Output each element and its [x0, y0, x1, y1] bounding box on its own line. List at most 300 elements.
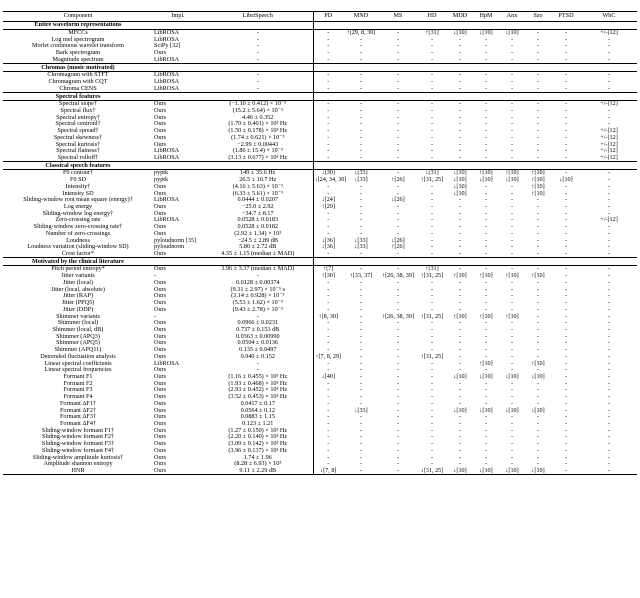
cell-pd: -	[313, 231, 343, 238]
table-row	[3, 231, 637, 238]
cell-mnd: -	[343, 468, 379, 475]
cell-component: Jitter variants	[61, 272, 95, 280]
cell-ptsd: -	[564, 49, 568, 57]
cell-hpm: -	[484, 379, 488, 387]
cell-impl: pyptk	[154, 169, 169, 177]
cell-ms: -	[396, 453, 400, 461]
cell-librispeech: (1.50 ± 0.178) × 10³ Hz	[228, 127, 288, 135]
cell-hd: -	[430, 285, 434, 293]
cell-mnd: -	[359, 229, 363, 237]
cell-mnd: -	[359, 113, 363, 121]
cell-hd: -	[430, 216, 434, 224]
cell-librispeech: −34.7 ± 8.17	[241, 209, 274, 217]
cell-hd: ↑[31, 25]	[420, 272, 444, 280]
cell-pd: ↓[36]	[313, 237, 343, 244]
cell-pd: ↑[7]	[313, 266, 343, 273]
cell-mnd: -	[359, 84, 363, 92]
cell-pd: -	[313, 461, 343, 468]
cell-szo: -	[536, 100, 540, 108]
cell-hd: -	[430, 229, 434, 237]
cell-mnd: -	[359, 285, 363, 293]
cell-mnd: -	[359, 265, 363, 273]
cell-ms: -	[396, 140, 400, 148]
cell-ms: -	[396, 229, 400, 237]
section-title: Spectral features	[3, 93, 153, 101]
cell-pd: ↓[30]	[313, 170, 343, 177]
cell-ptsd: -	[564, 55, 568, 63]
cell-mdd: -	[458, 386, 462, 394]
cell-component: Intensity SD	[62, 189, 94, 197]
cell-anx: -	[510, 189, 514, 197]
cell-anx: -	[510, 216, 514, 224]
cell-librispeech: (1.86 ± 15.4) × 10⁻³	[232, 147, 283, 155]
cell-mdd: -	[458, 446, 462, 454]
cell-szo: ↑[10]	[531, 272, 545, 280]
cell-ptsd: -	[564, 325, 568, 333]
cell-szo: -	[536, 299, 540, 307]
cell-ptsd: -	[564, 406, 568, 414]
cell-impl: Ours	[154, 325, 167, 333]
cell-pd: -	[313, 380, 343, 387]
cell-whc: -	[607, 71, 611, 79]
cell-hd: -	[430, 243, 434, 251]
cell-mnd: -	[359, 35, 363, 43]
cell-impl: Ours	[154, 140, 167, 148]
cell-hd: -	[430, 372, 434, 380]
cell-hpm: -	[484, 386, 488, 394]
cell-anx: -	[510, 413, 514, 421]
cell-mdd: -	[458, 339, 462, 347]
cell-mnd: -	[359, 399, 363, 407]
cell-ms: -	[396, 113, 400, 121]
cell-librispeech: 4.46 ± 0.352	[242, 113, 274, 121]
cell-component: Shimmer (APQ3)	[56, 332, 100, 340]
cell-anx: -	[510, 393, 514, 401]
cell-hpm: -	[484, 182, 488, 190]
cell-mdd: -	[458, 147, 462, 155]
cell-mnd: ↓[33]	[354, 406, 368, 414]
cell-mdd: ↓[10]	[453, 372, 467, 380]
cell-mnd: -	[359, 71, 363, 79]
cell-ptsd: -	[564, 147, 568, 155]
cell-hd: -	[430, 127, 434, 135]
cell-impl: LibROSA	[154, 71, 180, 79]
cell-component: Formant F4	[63, 393, 93, 401]
cell-anx: -	[510, 203, 514, 210]
cell-pd: -	[313, 387, 343, 394]
cell-hd: -	[430, 78, 434, 86]
cell-librispeech: (1.74 ± 0.621) × 10⁻³	[231, 133, 285, 141]
cell-anx: -	[510, 420, 514, 427]
cell-hpm: -	[484, 453, 488, 461]
cell-component: Shimmer (APQ5)	[56, 339, 100, 347]
cell-hpm: -	[484, 346, 488, 354]
cell-whc: -	[581, 468, 637, 475]
cell-component: Crest factor*	[61, 250, 95, 258]
cell-impl: Ours	[154, 453, 167, 461]
cell-szo: -	[536, 399, 540, 407]
cell-librispeech: -	[256, 359, 259, 367]
cell-librispeech: 0.0444 ± 0.0207	[237, 196, 279, 204]
cell-hd: ↑[31]	[425, 265, 439, 273]
cell-hd: -	[430, 399, 434, 407]
cell-ms: -	[396, 182, 400, 190]
cell-ptsd: -	[564, 189, 568, 197]
cell-szo: ↑[10]	[531, 176, 545, 184]
cell-mdd: -	[458, 399, 462, 407]
cell-impl: Ours	[154, 120, 167, 128]
cell-szo: -	[536, 113, 540, 121]
cell-whc: +/-[12]	[600, 127, 618, 135]
table-row	[3, 197, 637, 204]
cell-librispeech: (8.28 ± 6.93) × 10³	[234, 460, 282, 468]
cell-hpm: -	[484, 236, 488, 244]
cell-szo: -	[536, 78, 540, 86]
cell-hpm: -	[484, 203, 488, 210]
cell-librispeech: (3.52 ± 0.453) × 10³ Hz	[228, 393, 288, 401]
cell-component: Spectral centroid†	[55, 120, 101, 128]
cell-hd: -	[430, 42, 434, 50]
cell-szo: -	[536, 319, 540, 327]
col-header-anx: Anx	[499, 12, 525, 22]
cell-ms: -	[396, 250, 400, 258]
cell-whc: -	[607, 106, 611, 114]
cell-ptsd: -	[564, 453, 568, 461]
cell-ms: -	[396, 71, 400, 79]
cell-hd: -	[430, 339, 434, 347]
cell-whc: -	[607, 453, 611, 461]
cell-ptsd: -	[564, 127, 568, 135]
section-row	[3, 93, 637, 101]
table-row	[3, 394, 637, 401]
cell-whc: -	[607, 243, 611, 251]
cell-component: Log mel spectrogram	[51, 35, 105, 43]
cell-impl: LibROSA	[154, 29, 180, 37]
cell-hpm: -	[484, 71, 488, 79]
cell-component: Sliding-window root mean square (energy)†	[23, 196, 133, 204]
cell-hd: -	[430, 236, 434, 244]
cell-ms: -	[396, 366, 400, 374]
table-row	[3, 468, 637, 475]
cell-librispeech: 0.0528 ± 0.0183	[237, 216, 279, 224]
cell-mdd: -	[458, 426, 462, 434]
cell-mdd: -	[458, 460, 462, 468]
cell-mdd: -	[458, 346, 462, 354]
cell-impl: pyptk	[154, 176, 169, 184]
cell-szo: -	[536, 153, 540, 161]
cell-hpm: -	[484, 305, 488, 313]
cell-ms: -	[396, 352, 400, 360]
cell-impl: Ours	[154, 372, 167, 380]
cell-component: Morlet continuous wavelet transform	[32, 42, 124, 50]
cell-ptsd: -	[564, 133, 568, 141]
cell-hd: -	[430, 153, 434, 161]
cell-anx: -	[510, 250, 514, 258]
cell-hd: -	[430, 366, 434, 374]
cell-librispeech: -	[256, 35, 259, 43]
cell-pd: -	[313, 280, 343, 287]
cell-whc: -	[607, 339, 611, 347]
cell-mdd: -	[458, 413, 462, 421]
cell-whc: -	[607, 203, 611, 210]
cell-impl: Ours	[154, 460, 167, 468]
cell-whc: -	[607, 55, 611, 63]
cell-mnd: -	[359, 325, 363, 333]
cell-pd: -	[313, 108, 343, 115]
cell-hd: -	[430, 100, 434, 108]
cell-whc: -	[607, 352, 611, 360]
cell-mnd: -	[359, 106, 363, 114]
cell-hd: -	[430, 250, 434, 258]
cell-anx: -	[510, 359, 514, 367]
cell-mnd: -	[359, 312, 363, 320]
cell-component: Shimmer variants	[56, 312, 100, 320]
cell-hpm: -	[484, 299, 488, 307]
cell-anx: ↓[10]	[505, 176, 519, 184]
cell-hpm: -	[484, 243, 488, 251]
cell-anx: -	[510, 236, 514, 244]
cell-impl: LibROSA	[154, 153, 180, 161]
cell-mnd: -	[359, 203, 363, 210]
cell-mnd: -	[359, 100, 363, 108]
cell-hpm: -	[484, 42, 488, 50]
cell-librispeech: (9.43 ± 2.78) × 10⁻³	[232, 305, 283, 313]
col-header-ms: MS	[379, 12, 417, 22]
cell-component: Chroma CENS	[59, 84, 97, 92]
cell-hd: -	[430, 55, 434, 63]
cell-impl: pyloudnorm [35]	[154, 236, 197, 244]
cell-librispeech: (1.93 ± 0.468) × 10³ Hz	[228, 379, 288, 387]
cell-ms: -	[396, 386, 400, 394]
cell-ms: ↑[26]	[391, 243, 405, 251]
cell-ms: -	[396, 446, 400, 454]
cell-librispeech: 0.123 ± 1.21	[242, 420, 274, 427]
cell-szo: -	[536, 49, 540, 57]
cell-impl: Ours	[154, 113, 167, 121]
cell-mnd: -	[359, 352, 363, 360]
cell-ptsd: -	[564, 29, 568, 37]
section-row	[3, 22, 637, 30]
cell-ptsd: -	[564, 100, 568, 108]
cell-component: Spectral slope†	[59, 100, 97, 108]
cell-hpm: -	[484, 413, 488, 421]
cell-mdd: -	[458, 71, 462, 79]
section-title: Motivated by the clinical literature	[3, 258, 153, 266]
cell-ms: -	[396, 189, 400, 197]
cell-ptsd: -	[564, 379, 568, 387]
cell-anx: -	[510, 209, 514, 217]
cell-whc: -	[607, 305, 611, 313]
table-row	[3, 100, 637, 107]
cell-pd: -	[313, 100, 343, 107]
cell-mdd: -	[458, 236, 462, 244]
cell-mdd: -	[458, 55, 462, 63]
cell-hd: -	[430, 196, 434, 204]
cell-impl: Ours	[154, 426, 167, 434]
cell-pd: -	[313, 85, 343, 92]
cell-librispeech: 0.135 ± 0.0497	[239, 346, 277, 354]
cell-mdd: -	[458, 106, 462, 114]
cell-anx: -	[510, 319, 514, 327]
cell-ptsd: -	[564, 426, 568, 434]
cell-mnd: -	[359, 55, 363, 63]
cell-mnd: ↓[33]	[354, 176, 368, 184]
cell-pd: -	[313, 72, 343, 79]
cell-szo: -	[536, 278, 540, 286]
cell-mnd: -	[359, 319, 363, 327]
cell-mdd: -	[458, 140, 462, 148]
section-title: Entire waveform representations	[3, 22, 153, 30]
cell-ptsd: -	[564, 399, 568, 407]
cell-hpm: -	[484, 399, 488, 407]
cell-ptsd: -	[564, 265, 568, 273]
table-row	[3, 414, 637, 421]
cell-whc: -	[607, 393, 611, 401]
cell-librispeech: 0.0128 ± 0.00374	[235, 278, 280, 286]
cell-whc: -	[607, 84, 611, 92]
cell-ms: -	[396, 292, 400, 300]
cell-component: Jitter (RAP)	[62, 292, 94, 300]
cell-pd: ↑[7, 8, 29]	[313, 354, 343, 361]
cell-mdd: -	[458, 265, 462, 273]
cell-mdd: -	[458, 250, 462, 258]
cell-mnd: -	[359, 292, 363, 300]
cell-component: Formant F2	[63, 379, 93, 387]
cell-whc: +/-[12]	[600, 29, 618, 37]
cell-ptsd: -	[564, 78, 568, 86]
cell-mnd: -	[359, 413, 363, 421]
cell-whc: -	[607, 292, 611, 300]
cell-whc: -	[607, 372, 611, 380]
cell-librispeech: 9.11 ± 2.29 dB	[203, 468, 313, 475]
cell-ms: -	[396, 216, 400, 224]
cell-anx: -	[510, 346, 514, 354]
features-table	[3, 11, 637, 475]
cell-hpm: -	[484, 216, 488, 224]
cell-szo: -	[536, 243, 540, 251]
cell-hd: -	[430, 420, 434, 427]
cell-librispeech: 0.0363 ± 0.00990	[235, 332, 280, 340]
cell-whc: -	[607, 236, 611, 244]
cell-hpm: -	[484, 319, 488, 327]
cell-component: Loudness variation (sliding-window SD)	[27, 243, 129, 251]
cell-hpm: -	[484, 332, 488, 340]
cell-hd: -	[430, 182, 434, 190]
cell-ms: -	[396, 35, 400, 43]
cell-hpm: ↓[10]	[479, 372, 493, 380]
cell-pd: -	[313, 300, 343, 307]
cell-mdd: -	[458, 84, 462, 92]
cell-hd: -	[430, 453, 434, 461]
col-header-whc: WhC	[581, 12, 637, 22]
cell-component: Spectral flux†	[60, 106, 96, 114]
cell-ptsd: -	[564, 203, 568, 210]
cell-pd: -	[313, 401, 343, 408]
cell-hd: -	[430, 84, 434, 92]
cell-hpm: -	[484, 339, 488, 347]
cell-pd: ↓[40]	[313, 374, 343, 381]
cell-component: F0 SD	[70, 176, 86, 184]
cell-librispeech: −2.99 ± 0.00443	[237, 140, 279, 148]
cell-librispeech: (15.2 ± 5.64) × 10⁻³	[232, 106, 283, 114]
cell-mdd: ↓[10]	[453, 169, 467, 177]
cell-mdd: -	[458, 366, 462, 374]
cell-anx: -	[510, 460, 514, 468]
cell-component: F0 contour†	[62, 169, 94, 177]
cell-mdd: -	[458, 292, 462, 300]
table-row	[3, 244, 637, 251]
cell-impl: Ours	[154, 332, 167, 340]
cell-impl: Ours	[154, 292, 167, 300]
cell-anx: -	[510, 229, 514, 237]
cell-whc: -	[607, 299, 611, 307]
cell-impl: LibROSA	[154, 84, 180, 92]
cell-ms: -	[396, 278, 400, 286]
cell-mnd: -	[359, 182, 363, 190]
cell-whc: +/-[12]	[600, 153, 618, 161]
cell-whc: +/-[12]	[600, 100, 618, 108]
cell-hpm: -	[484, 460, 488, 468]
cell-pd: -	[313, 427, 343, 434]
cell-impl: Ours	[154, 406, 167, 414]
cell-librispeech: (1.16 ± 0.455) × 10³ Hz	[228, 372, 288, 380]
cell-anx: -	[510, 71, 514, 79]
cell-ptsd: -	[564, 106, 568, 114]
cell-hd: -	[430, 440, 434, 448]
cell-impl: Ours	[154, 413, 167, 421]
cell-whc: -	[607, 189, 611, 197]
cell-hd: -	[430, 299, 434, 307]
cell-szo: ↑[10]	[531, 189, 545, 197]
cell-szo: -	[536, 35, 540, 43]
cell-librispeech: (1.70 ± 0.401) × 10³ Hz	[228, 120, 288, 128]
cell-hd: -	[430, 140, 434, 148]
cell-component: Formant ΔF1†	[59, 399, 97, 407]
cell-szo: -	[536, 250, 540, 258]
cell-anx: -	[510, 453, 514, 461]
cell-impl: Ours	[154, 366, 167, 374]
cell-ms: -	[396, 359, 400, 367]
cell-mdd: ↓[10]	[453, 176, 467, 184]
cell-ms: -	[396, 406, 400, 414]
cell-librispeech: -	[256, 49, 259, 57]
cell-mdd: -	[458, 453, 462, 461]
cell-mdd: -	[458, 243, 462, 251]
cell-librispeech: (4.16 ± 5.63) × 10⁻³	[232, 182, 283, 190]
cell-whc: -	[607, 446, 611, 454]
cell-whc: -	[607, 413, 611, 421]
cell-hpm: ↑[10]	[479, 312, 493, 320]
cell-librispeech: -	[256, 42, 259, 50]
cell-pd: -	[313, 414, 343, 421]
cell-librispeech: −24.5 ± 2.89 dB	[237, 236, 278, 244]
table-row	[3, 387, 637, 394]
cell-anx: -	[510, 106, 514, 114]
cell-ptsd: -	[564, 120, 568, 128]
cell-impl: Ours	[154, 133, 167, 141]
cell-mdd: -	[458, 203, 462, 210]
cell-librispeech: 0.0528 ± 0.0182	[237, 223, 279, 231]
cell-pd: -	[313, 57, 343, 64]
cell-anx: -	[510, 440, 514, 448]
cell-hd: ↑[31]	[425, 29, 439, 37]
cell-mnd: -	[359, 433, 363, 441]
cell-szo: -	[536, 332, 540, 340]
cell-ms: -	[396, 440, 400, 448]
cell-impl: Ours	[154, 319, 167, 327]
cell-impl: LibROSA	[154, 55, 180, 63]
cell-whc: -	[607, 250, 611, 258]
